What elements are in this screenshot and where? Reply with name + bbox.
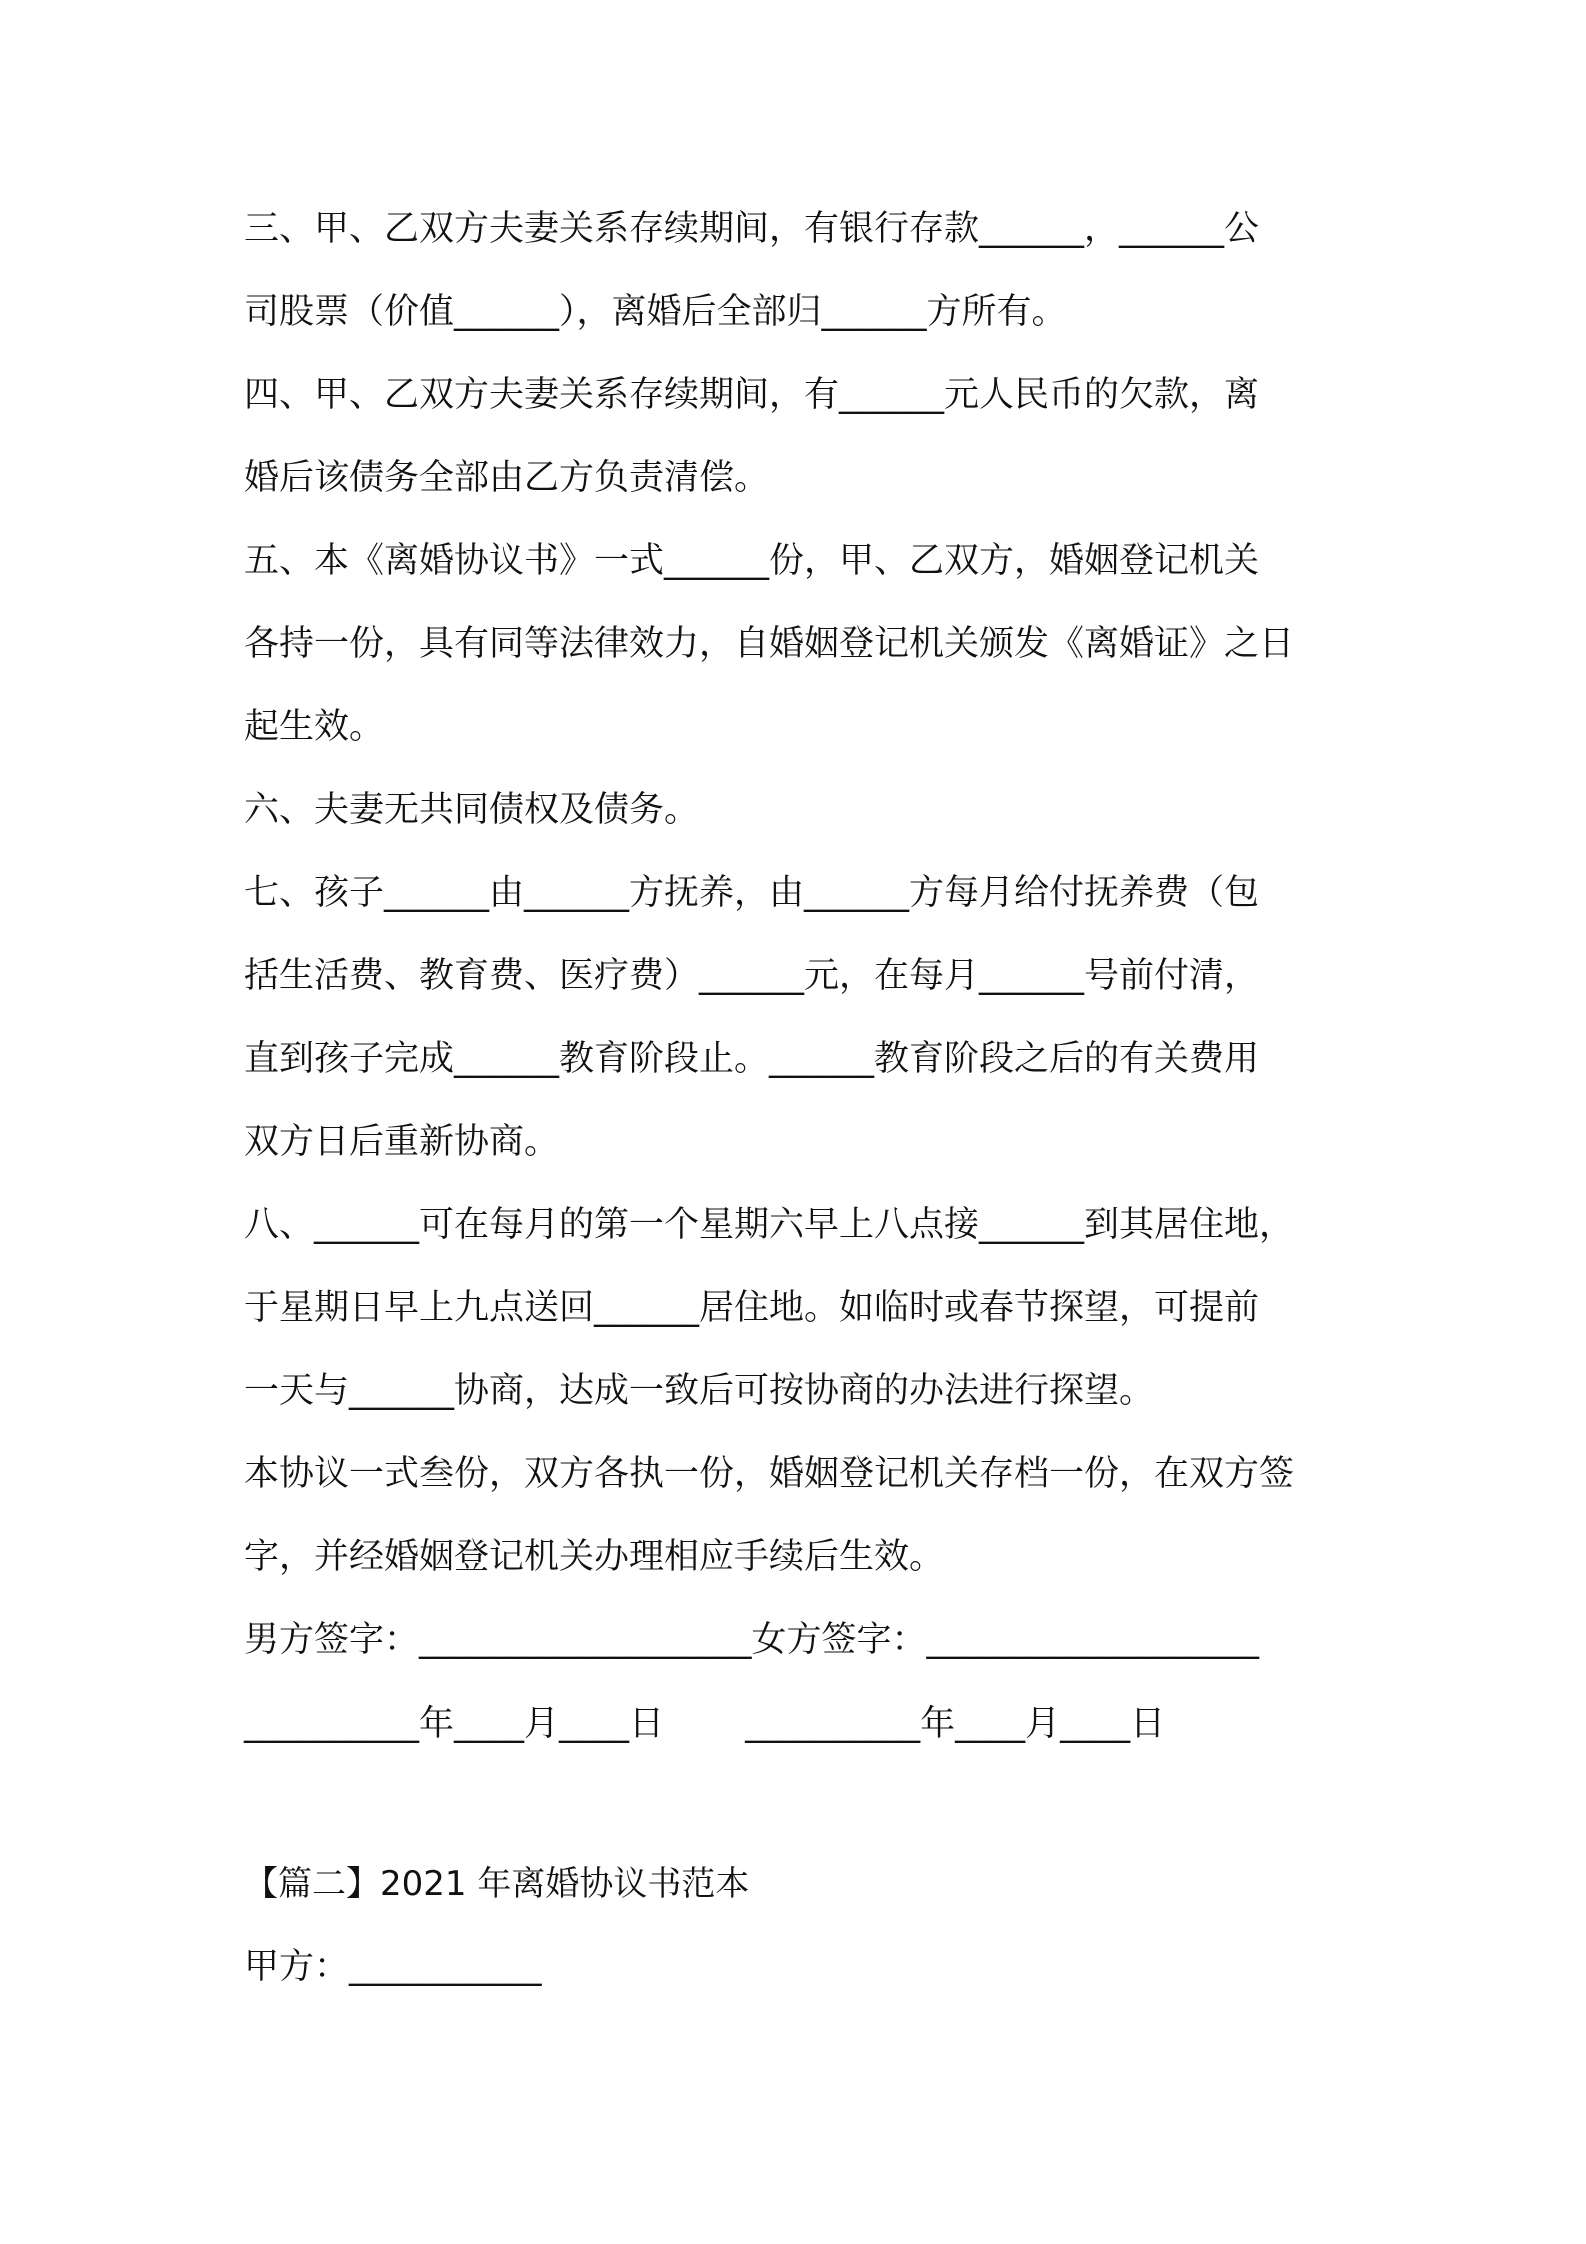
signature-line: 男方签字：___________________女方签字：___________________	[244, 1620, 1260, 1660]
clause-5-line-3: 起生效。	[244, 707, 385, 747]
clause-8-line-1: 八、______可在每月的第一个星期六早上八点接______到其居住地，	[244, 1205, 1295, 1245]
clause-4-line-1: 四、甲、乙双方夫妻关系存续期间，有______元人民币的欠款，离	[244, 375, 1260, 415]
clause-8-line-2: 于星期日早上九点送回______居住地。如临时或春节探望，可提前	[244, 1288, 1260, 1328]
clause-7-line-2: 括生活费、教育费、医疗费）______元，在每月______号前付清，	[244, 956, 1260, 996]
clause-3-line-1: 三、甲、乙双方夫妻关系存续期间，有银行存款______，______公	[244, 209, 1260, 249]
clause-8-line-3: 一天与______协商，达成一致后可按协商的办法进行探望。	[244, 1371, 1155, 1411]
closing-line-2: 字，并经婚姻登记机关办理相应手续后生效。	[244, 1537, 945, 1577]
clause-5-line-2: 各持一份，具有同等法律效力，自婚姻登记机关颁发《离婚证》之日	[244, 624, 1295, 664]
clause-7-line-3: 直到孩子完成______教育阶段止。______教育阶段之后的有关费用	[244, 1039, 1260, 1079]
closing-line-1: 本协议一式叁份，双方各执一份，婚姻登记机关存档一份，在双方签	[244, 1454, 1295, 1494]
section-title: 【篇二】2021 年离婚协议书范本	[244, 1864, 750, 1904]
date-line: __________年____月____日 __________年____月____日	[244, 1704, 1166, 1744]
party-a-line: 甲方：___________	[244, 1947, 542, 1987]
clause-7-line-1: 七、孩子______由______方抚养，由______方每月给付抚养费（包	[244, 873, 1260, 913]
clause-3-line-2: 司股票（价值______），离婚后全部归______方所有。	[244, 292, 1067, 332]
clause-5-line-1: 五、本《离婚协议书》一式______份，甲、乙双方，婚姻登记机关	[244, 541, 1260, 581]
clause-7-line-4: 双方日后重新协商。	[244, 1122, 560, 1162]
clause-4-line-2: 婚后该债务全部由乙方负责清偿。	[244, 458, 770, 498]
clause-6-line-1: 六、夫妻无共同债权及债务。	[244, 790, 700, 830]
